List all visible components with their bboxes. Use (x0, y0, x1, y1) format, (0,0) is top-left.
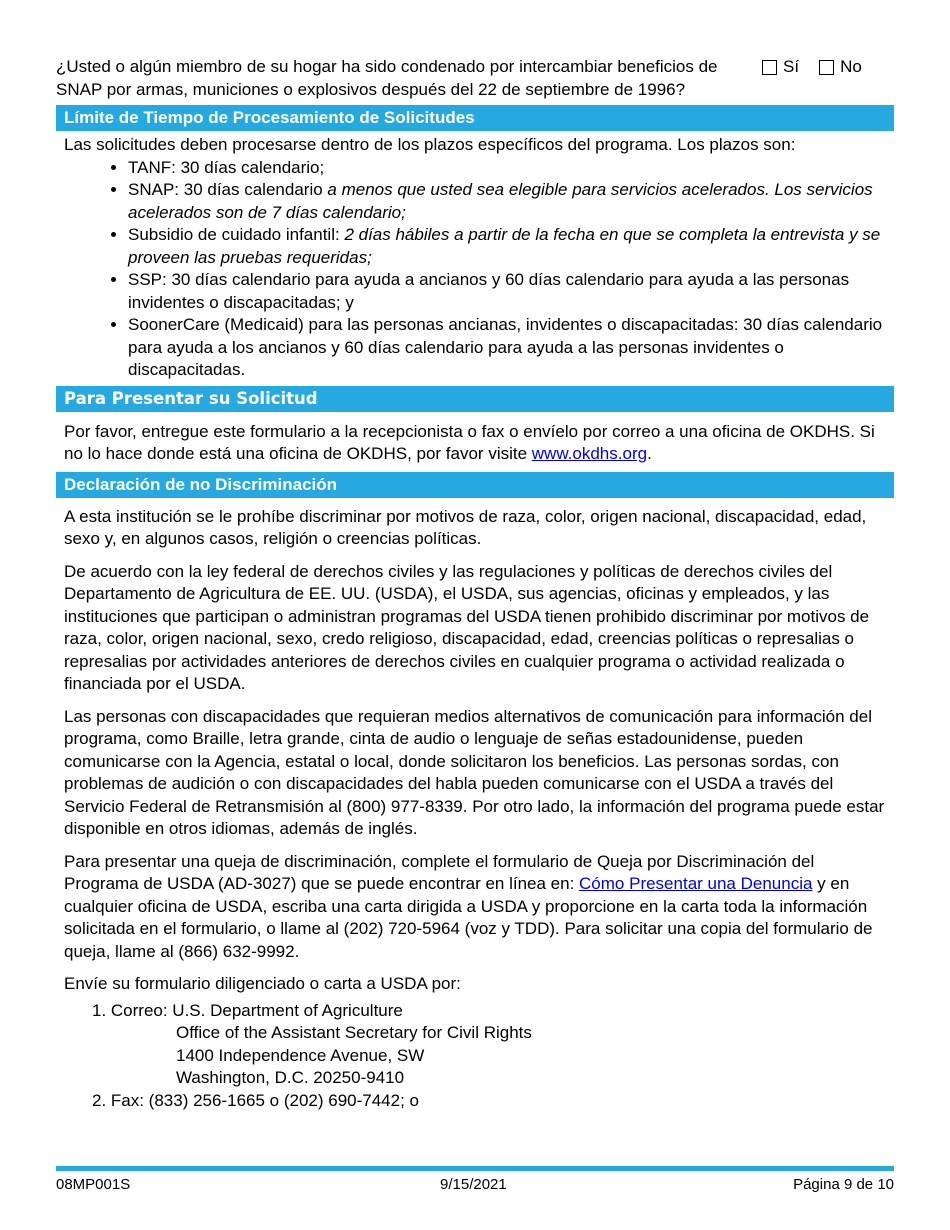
snap-conviction-question (56, 56, 894, 101)
address-line: Washington, D.C. 20250-9410 (176, 1068, 405, 1087)
yes-checkbox[interactable] (762, 60, 777, 75)
submit-section (56, 412, 894, 466)
mail-label: 1. Correo: U.S. Department of Agriculture (92, 1000, 403, 1020)
document-page (56, 56, 894, 1112)
section-heading-nondiscrimination: Declaración de no Discriminación (56, 472, 894, 498)
nondiscrimination-p4: Para presentar una queja de discriminación, complete el formulario de Queja por Discriminación del Programa de USDA (AD-3027) que se puede encontrar en línea en: Cómo Presentar una Denuncia y en cualquier oficina de USDA, escriba una carta dirigida a USDA y proporcione en la carta toda la información solicitada en el formulario, o llame al (202) 720-5964 (voz y TDD). Para solicitar una copia del formulario de queja, llame al (866) 632-9992. (64, 851, 873, 961)
section-heading-submit: Para Presentar su Solicitud (56, 386, 894, 412)
page-number: Página 9 de 10 (793, 1176, 894, 1193)
mail-address-lines (92, 1022, 890, 1090)
nondiscrimination-p1: A esta institución se le prohíbe discriminar por motivos de raza, color, origen nacional, discapacidad, edad, sexo y, en algunos casos, religión o creencias políticas. (64, 506, 867, 548)
form-id: 08MP001S (56, 1176, 131, 1193)
section-heading-time-limit: Límite de Tiempo de Procesamiento de Solicitudes (56, 105, 894, 131)
list-item: • Subsidio de cuidado infantil: 2 días hábiles a partir de la fecha en que se completa la entrevista y se proveen las pruebas requeridas; (128, 224, 890, 269)
option-no[interactable] (819, 56, 862, 79)
time-limit-section (56, 131, 894, 382)
question-text: ¿Usted o algún miembro de su hogar ha sido condenado por intercambiar beneficios de SNAP por armas, municiones o explosivos después del 22 de septiembre de 1996? (56, 57, 718, 99)
list-item: • SSP: 30 días calendario para ayuda a ancianos y 60 días calendario para ayuda a las personas invidentes o discapacitadas; y (128, 269, 890, 314)
no-checkbox[interactable] (819, 60, 834, 75)
yes-label: Sí (783, 57, 800, 76)
fax-line: 2. Fax: (833) 256-1665 o (202) 690-7442; o (92, 1090, 419, 1110)
time-limit-intro: Las solicitudes deben procesarse dentro de los plazos específicos del programa. Los plazos son: (64, 135, 796, 154)
mail-address-block (64, 1000, 890, 1113)
list-item: • SoonerCare (Medicaid) para las personas ancianas, invidentes o discapacitadas: 30 días calendario para ayuda a los ancianos y 60 días calendario para ayuda a las personas invidentes o discapacitadas. (128, 314, 890, 382)
no-label: No (840, 57, 862, 76)
list-item: • SNAP: 30 días calendario a menos que usted sea elegible para servicios acelerados. Los servicios acelerados son de 7 días calendario; (128, 179, 890, 224)
nondiscrimination-p3: Las personas con discapacidades que requieran medios alternativos de comunicación para información del programa, como Braille, letra grande, cinta de audio o lenguaje de señas estadounidense, pueden comunicarse con la Agencia, estatal o local, donde solicitaron los beneficios. Las personas sordas, con problemas de audición o con discapacidades del habla pueden comunicarse con el USDA a través del Servicio Federal de Retransmisión al (800) 977-8339. Por otro lado, la información del programa puede estar disponible en otros idiomas, además de inglés. (64, 706, 885, 838)
submit-paragraph: Por favor, entregue este formulario a la recepcionista o fax o envíelo por correo a una oficina de OKDHS. Si no lo hace donde está una oficina de OKDHS, por favor visite www.okdhs.org. (64, 421, 875, 463)
nondiscrimination-p2: De acuerdo con la ley federal de derechos civiles y las regulaciones y políticas de derechos civiles del Departamento de Agricultura de EE. UU. (USDA), el USDA, sus agencias, oficinas y empleados, y las instituciones que participan o administran programas del USDA tienen prohibido discriminar por motivos de raza, color, origen nacional, sexo, credo religioso, discapacidad, edad, creencias políticas o represalias o represalias por actividades anteriores de derechos civiles en cualquier programa o actividad realizada o financiada por el USDA. (64, 561, 870, 693)
footer-divider (56, 1166, 894, 1171)
address-line: 1400 Independence Avenue, SW (176, 1045, 425, 1065)
complaint-link[interactable]: Cómo Presentar una Denuncia (579, 874, 813, 893)
list-item: • TANF: 30 días calendario; (128, 157, 890, 180)
question-options (762, 56, 902, 79)
nondiscrimination-section (56, 506, 894, 1113)
okdhs-link[interactable]: www.okdhs.org (531, 444, 648, 463)
address-line: Office of the Assistant Secretary for Civil Rights (176, 1023, 532, 1042)
form-date: 9/15/2021 (440, 1176, 507, 1193)
time-limit-list (64, 157, 890, 382)
option-yes[interactable] (762, 56, 799, 79)
nondiscrimination-p5: Envíe su formulario diligenciado o carta a USDA por: (64, 974, 461, 993)
